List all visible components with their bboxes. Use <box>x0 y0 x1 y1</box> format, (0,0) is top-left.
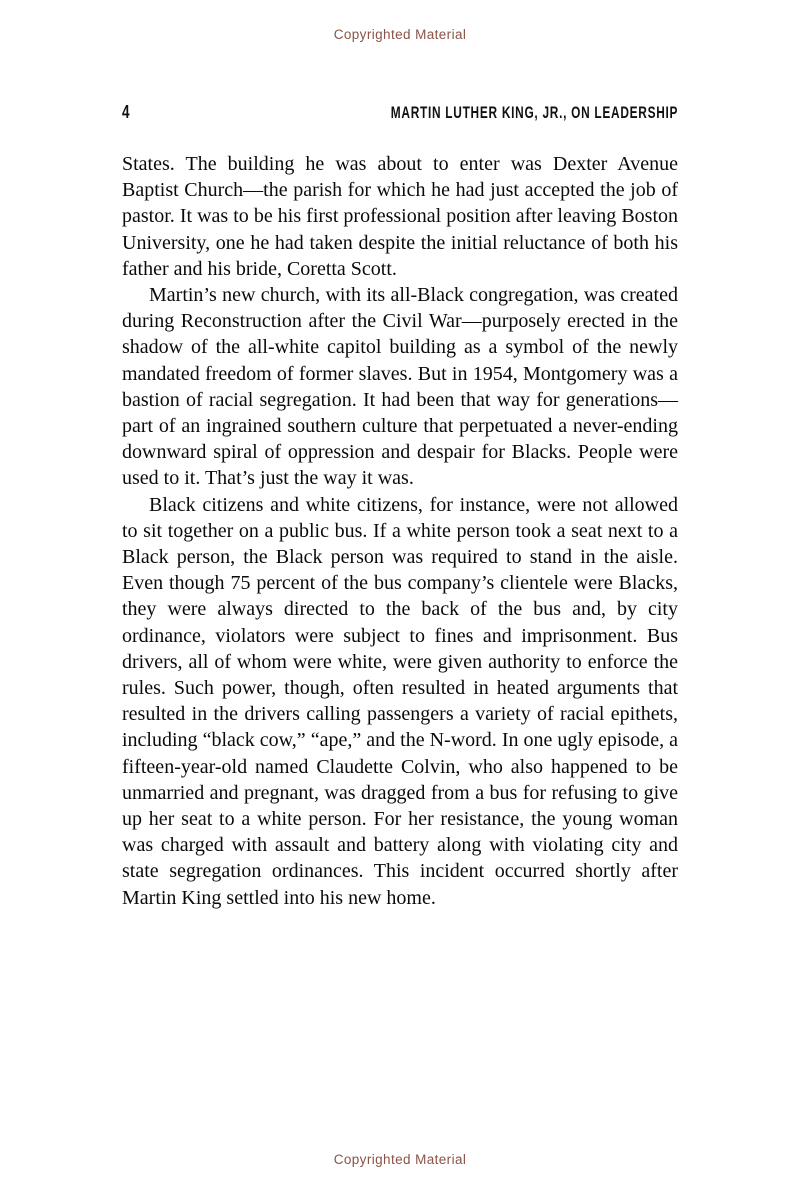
body-paragraph: States. The building he was about to enter was Dexter Avenue Baptist Church—the parish for which he had just accepted the job of pastor. It was to be his first professional position after leaving Boston University, one he had taken despite the initial reluctance of both his father and his bride, Coretta Scott. <box>122 153 678 280</box>
body-paragraph: Black citizens and white citizens, for instance, were not allowed to sit together on a public bus. If a white person took a seat next to a Black person, the Black person was required to stand in the aisle. Even though 75 percent of the bus company’s clientele were Blacks, they were always directed to the back of the bus and, by city ordinance, violators were subject to fines and imprisonment. Bus drivers, all of whom were white, were given authority to enforce the rules. Such power, though, often resulted in heated arguments that resulted in the drivers calling passengers a variety of racial epithets, including “black cow,” “ape,” and the N-word. In one ugly episode, a fifteen-year-old named Claudette Colvin, who also happened to be unmarried and pregnant, was dragged from a bus for refusing to give up her seat to a white person. For her resistance, the young woman was charged with assault and battery along with violating city and state segregation ordinances. This incident occurred shortly after Martin King settled into his new home. <box>122 493 678 909</box>
copyright-notice-bottom: Copyrighted Material <box>333 1152 467 1167</box>
running-head-title: MARTIN LUTHER KING, JR., ON LEADERSHIP <box>390 104 678 122</box>
page-header <box>122 102 678 123</box>
copyright-notice-top: Copyrighted Material <box>333 27 467 42</box>
body-text-block <box>122 151 678 911</box>
body-paragraph: Martin’s new church, with its all-Black congregation, was created during Reconstruction after the Civil War—purposely erected in the shadow of the all-white capitol building as a symbol of the newly mandated freedom of former slaves. But in 1954, Montgomery was a bastion of racial segregation. It had been that way for generations—part of an ingrained southern culture that perpetuated a never-ending downward spiral of oppression and despair for Blacks. People were used to it. That’s just the way it was. <box>122 284 678 490</box>
page-number: 4 <box>122 102 130 122</box>
